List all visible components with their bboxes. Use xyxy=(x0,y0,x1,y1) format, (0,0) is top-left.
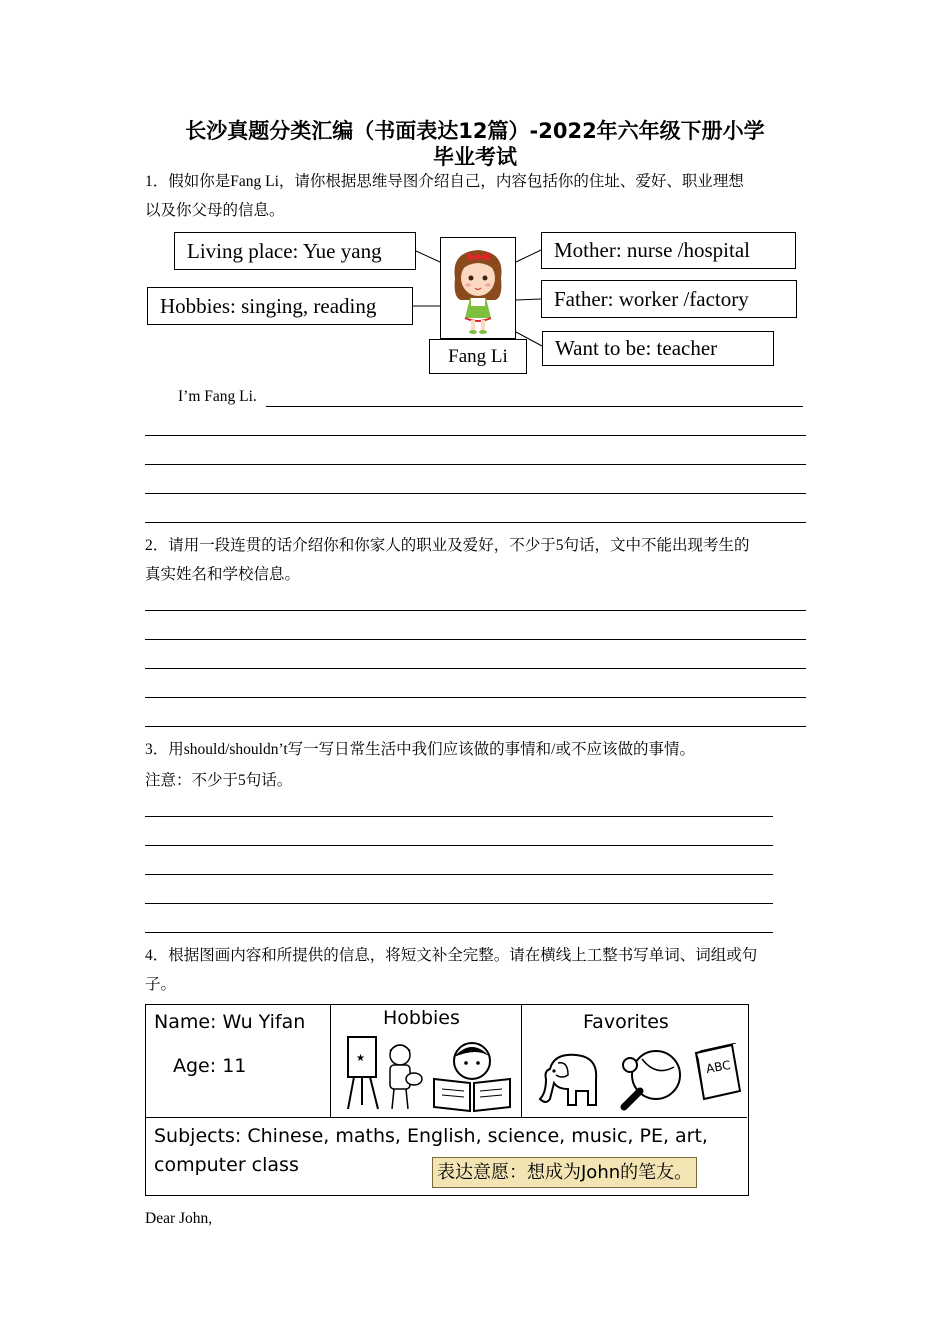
mindmap-mother: Mother: nurse /hospital xyxy=(541,232,796,269)
q3-prompt xyxy=(145,734,810,796)
card-divider xyxy=(146,1117,747,1118)
q1-answer-line[interactable] xyxy=(145,435,806,436)
q3-answer-line[interactable] xyxy=(145,903,773,904)
card-subjects-line1: Subjects: Chinese, maths, English, science, music, PE, art, xyxy=(154,1125,708,1147)
q3-answer-line[interactable] xyxy=(145,874,773,875)
q2-prompt-line1: 2．请用一段连贯的话介绍你和你家人的职业及爱好，不少于5句话，文中不能出现考生的 xyxy=(145,537,750,554)
q2-answer-line[interactable] xyxy=(145,639,806,640)
q2-prompt-line2: 真实姓名和学校信息。 xyxy=(145,566,301,583)
q4-prompt-line1: 4．根据图画内容和所提供的信息，将短文补全完整。请在横线上工整书写单词、词组或句 xyxy=(145,947,758,964)
q1-prompt-line2: 以及你父母的信息。 xyxy=(145,202,285,219)
fang-li-picture xyxy=(440,237,516,339)
q2-answer-line[interactable] xyxy=(145,697,806,698)
q4-letter-start: Dear John, xyxy=(145,1210,213,1227)
ping-pong-icon xyxy=(616,1047,686,1113)
q2-answer-line[interactable] xyxy=(145,726,806,727)
q3-answer-line[interactable] xyxy=(145,816,773,817)
q2-answer-line[interactable] xyxy=(145,610,806,611)
page-title-line2: 毕业考试 xyxy=(433,145,517,169)
q1-prompt-line1: 1．假如你是Fang Li，请你根据思维导图介绍自己，内容包括你的住址、爱好、职业理想 xyxy=(145,173,744,190)
q3-answer-line[interactable] xyxy=(145,845,773,846)
q1-answer-line[interactable] xyxy=(145,522,806,523)
q1-answer-line[interactable] xyxy=(145,493,806,494)
card-divider xyxy=(521,1005,522,1117)
q1-answer-start: I’m Fang Li. xyxy=(178,388,257,405)
q3-answer-line[interactable] xyxy=(145,932,773,933)
painting-icon xyxy=(342,1033,424,1113)
q2-answer-line[interactable] xyxy=(145,668,806,669)
q4-info-card xyxy=(145,1004,749,1196)
card-note: 表达意愿：想成为John的笔友。 xyxy=(432,1157,697,1188)
mindmap-center-name: Fang Li xyxy=(429,339,527,374)
card-age: Age: 11 xyxy=(173,1055,247,1077)
book-label: ABC xyxy=(704,1057,732,1077)
elephant-icon xyxy=(532,1049,602,1111)
mindmap-want-to-be: Want to be: teacher xyxy=(542,331,774,366)
reading-icon xyxy=(428,1037,516,1113)
q3-prompt-line2: 注意：不少于5句话。 xyxy=(145,772,293,789)
card-name: Name: Wu Yifan xyxy=(154,1011,306,1033)
svg-text:★: ★ xyxy=(356,1053,365,1064)
card-divider xyxy=(330,1005,331,1117)
page-title: 长沙真题分类汇编（书面表达12篇）-2022年六年级下册小学 xyxy=(185,119,765,143)
girl-icon xyxy=(441,238,515,338)
q4-prompt xyxy=(145,941,810,999)
card-hobbies-header: Hobbies xyxy=(383,1007,460,1029)
q1-answer-line[interactable] xyxy=(266,406,803,407)
q1-answer-line[interactable] xyxy=(145,464,806,465)
mindmap-living-place: Living place: Yue yang xyxy=(174,232,416,270)
card-subjects-line2: computer class xyxy=(154,1154,299,1176)
card-favorites-header: Favorites xyxy=(583,1011,669,1033)
mindmap-hobbies: Hobbies: singing, reading xyxy=(147,287,413,325)
mindmap-father: Father: worker /factory xyxy=(541,280,797,318)
q2-prompt xyxy=(145,531,810,589)
q4-prompt-line2: 子。 xyxy=(145,976,177,993)
q3-prompt-line1: 3．用should/shouldn’t写一写日常生活中我们应该做的事情和/或不应该做的事情。 xyxy=(145,741,695,758)
